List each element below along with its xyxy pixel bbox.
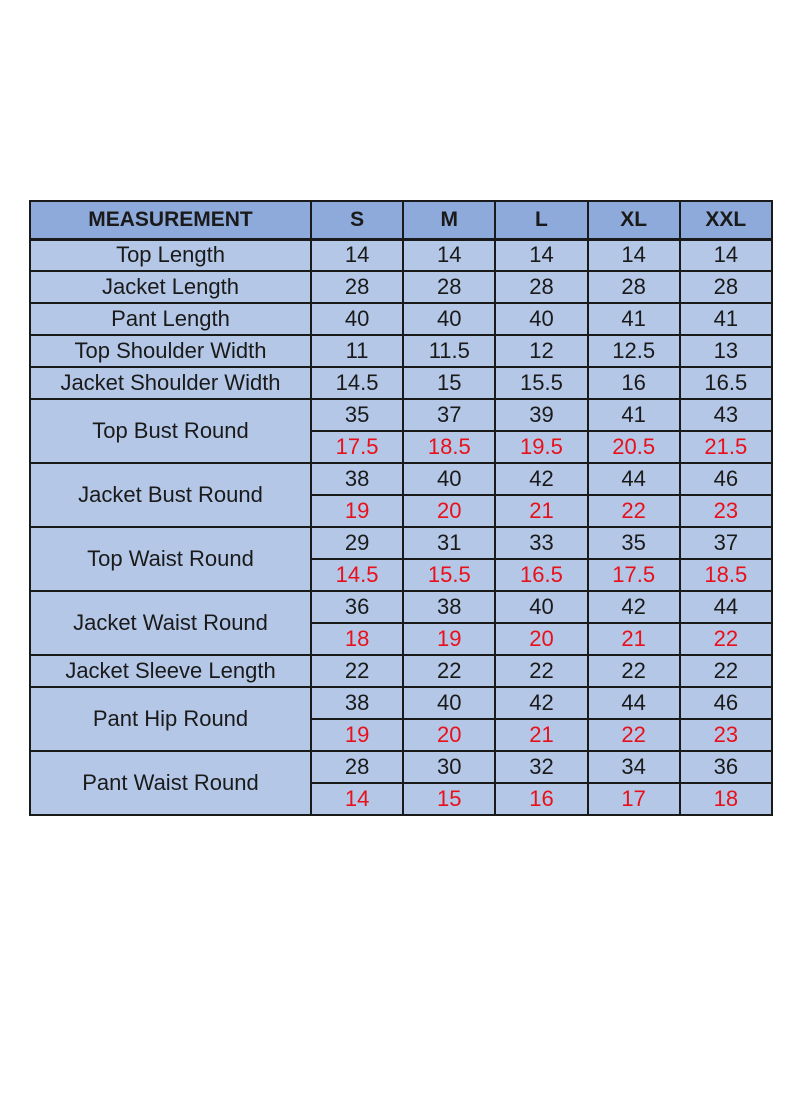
measurement-value: 30: [403, 751, 495, 783]
measurement-label: Top Bust Round: [30, 399, 311, 463]
measurement-value: 40: [495, 591, 587, 623]
half-measurement-value: 14: [311, 783, 403, 815]
half-measurement-value: 16.5: [495, 559, 587, 591]
half-measurement-value: 21: [495, 495, 587, 527]
measurement-value: 28: [588, 271, 680, 303]
half-measurement-value: 22: [588, 495, 680, 527]
table-row: [30, 655, 772, 687]
measurement-label: Jacket Sleeve Length: [30, 655, 311, 687]
measurement-value: 38: [311, 463, 403, 495]
measurement-value: 22: [403, 655, 495, 687]
table-row: [30, 751, 772, 783]
size-header: S: [311, 201, 403, 239]
half-measurement-value: 19.5: [495, 431, 587, 463]
header-row: [30, 201, 772, 239]
measurement-value: 40: [311, 303, 403, 335]
measurement-value: 14: [311, 239, 403, 271]
measurement-value: 42: [588, 591, 680, 623]
measurement-value: 37: [680, 527, 772, 559]
half-measurement-value: 21: [495, 719, 587, 751]
measurement-value: 44: [680, 591, 772, 623]
measurement-value: 29: [311, 527, 403, 559]
size-header: M: [403, 201, 495, 239]
measurement-value: 28: [311, 271, 403, 303]
half-measurement-value: 17.5: [588, 559, 680, 591]
measurement-value: 14: [680, 239, 772, 271]
measurement-value: 38: [403, 591, 495, 623]
table-row: [30, 367, 772, 399]
measurement-value: 22: [495, 655, 587, 687]
measurement-value: 41: [588, 303, 680, 335]
measurement-value: 43: [680, 399, 772, 431]
half-measurement-value: 17.5: [311, 431, 403, 463]
measurement-value: 40: [495, 303, 587, 335]
measurement-value: 14.5: [311, 367, 403, 399]
half-measurement-value: 14.5: [311, 559, 403, 591]
size-chart-table: [29, 200, 773, 816]
measurement-value: 35: [311, 399, 403, 431]
table-row: [30, 687, 772, 719]
measurement-value: 46: [680, 687, 772, 719]
measurement-label: Top Waist Round: [30, 527, 311, 591]
measurement-value: 12: [495, 335, 587, 367]
half-measurement-value: 17: [588, 783, 680, 815]
measurement-value: 40: [403, 687, 495, 719]
measurement-value: 14: [495, 239, 587, 271]
measurement-value: 28: [680, 271, 772, 303]
measurement-value: 22: [311, 655, 403, 687]
size-header: XXL: [680, 201, 772, 239]
measurement-value: 15: [403, 367, 495, 399]
measurement-value: 46: [680, 463, 772, 495]
measurement-value: 22: [588, 655, 680, 687]
table-row: [30, 463, 772, 495]
measurement-label: Jacket Waist Round: [30, 591, 311, 655]
measurement-value: 31: [403, 527, 495, 559]
measurement-value: 28: [495, 271, 587, 303]
half-measurement-value: 20: [403, 719, 495, 751]
measurement-value: 14: [588, 239, 680, 271]
table-row: [30, 399, 772, 431]
half-measurement-value: 18: [311, 623, 403, 655]
measurement-value: 36: [311, 591, 403, 623]
measurement-header: MEASUREMENT: [30, 201, 311, 239]
measurement-value: 35: [588, 527, 680, 559]
half-measurement-value: 21.5: [680, 431, 772, 463]
half-measurement-value: 22: [588, 719, 680, 751]
measurement-label: Jacket Shoulder Width: [30, 367, 311, 399]
half-measurement-value: 23: [680, 719, 772, 751]
measurement-label: Top Length: [30, 239, 311, 271]
half-measurement-value: 18: [680, 783, 772, 815]
measurement-value: 42: [495, 463, 587, 495]
measurement-value: 15.5: [495, 367, 587, 399]
measurement-value: 37: [403, 399, 495, 431]
measurement-value: 22: [680, 655, 772, 687]
measurement-value: 32: [495, 751, 587, 783]
measurement-label: Top Shoulder Width: [30, 335, 311, 367]
table-row: [30, 527, 772, 559]
measurement-value: 33: [495, 527, 587, 559]
measurement-value: 28: [403, 271, 495, 303]
measurement-value: 40: [403, 303, 495, 335]
table-row: [30, 303, 772, 335]
measurement-value: 44: [588, 463, 680, 495]
measurement-value: 16.5: [680, 367, 772, 399]
size-header: L: [495, 201, 587, 239]
measurement-value: 34: [588, 751, 680, 783]
measurement-label: Pant Waist Round: [30, 751, 311, 815]
half-measurement-value: 21: [588, 623, 680, 655]
measurement-value: 44: [588, 687, 680, 719]
half-measurement-value: 22: [680, 623, 772, 655]
half-measurement-value: 16: [495, 783, 587, 815]
measurement-value: 36: [680, 751, 772, 783]
measurement-label: Pant Hip Round: [30, 687, 311, 751]
measurement-value: 11: [311, 335, 403, 367]
measurement-value: 11.5: [403, 335, 495, 367]
measurement-value: 12.5: [588, 335, 680, 367]
measurement-label: Jacket Bust Round: [30, 463, 311, 527]
measurement-value: 16: [588, 367, 680, 399]
half-measurement-value: 23: [680, 495, 772, 527]
measurement-value: 42: [495, 687, 587, 719]
half-measurement-value: 15: [403, 783, 495, 815]
half-measurement-value: 19: [311, 495, 403, 527]
measurement-label: Jacket Length: [30, 271, 311, 303]
measurement-value: 41: [588, 399, 680, 431]
table-row: [30, 271, 772, 303]
table-row: [30, 239, 772, 271]
half-measurement-value: 19: [311, 719, 403, 751]
measurement-value: 38: [311, 687, 403, 719]
half-measurement-value: 18.5: [403, 431, 495, 463]
measurement-value: 40: [403, 463, 495, 495]
half-measurement-value: 18.5: [680, 559, 772, 591]
measurement-value: 39: [495, 399, 587, 431]
measurement-value: 41: [680, 303, 772, 335]
measurement-label: Pant Length: [30, 303, 311, 335]
measurement-value: 28: [311, 751, 403, 783]
measurement-value: 13: [680, 335, 772, 367]
half-measurement-value: 15.5: [403, 559, 495, 591]
table-row: [30, 591, 772, 623]
half-measurement-value: 19: [403, 623, 495, 655]
table-row: [30, 335, 772, 367]
half-measurement-value: 20: [495, 623, 587, 655]
half-measurement-value: 20: [403, 495, 495, 527]
size-header: XL: [588, 201, 680, 239]
measurement-value: 14: [403, 239, 495, 271]
half-measurement-value: 20.5: [588, 431, 680, 463]
